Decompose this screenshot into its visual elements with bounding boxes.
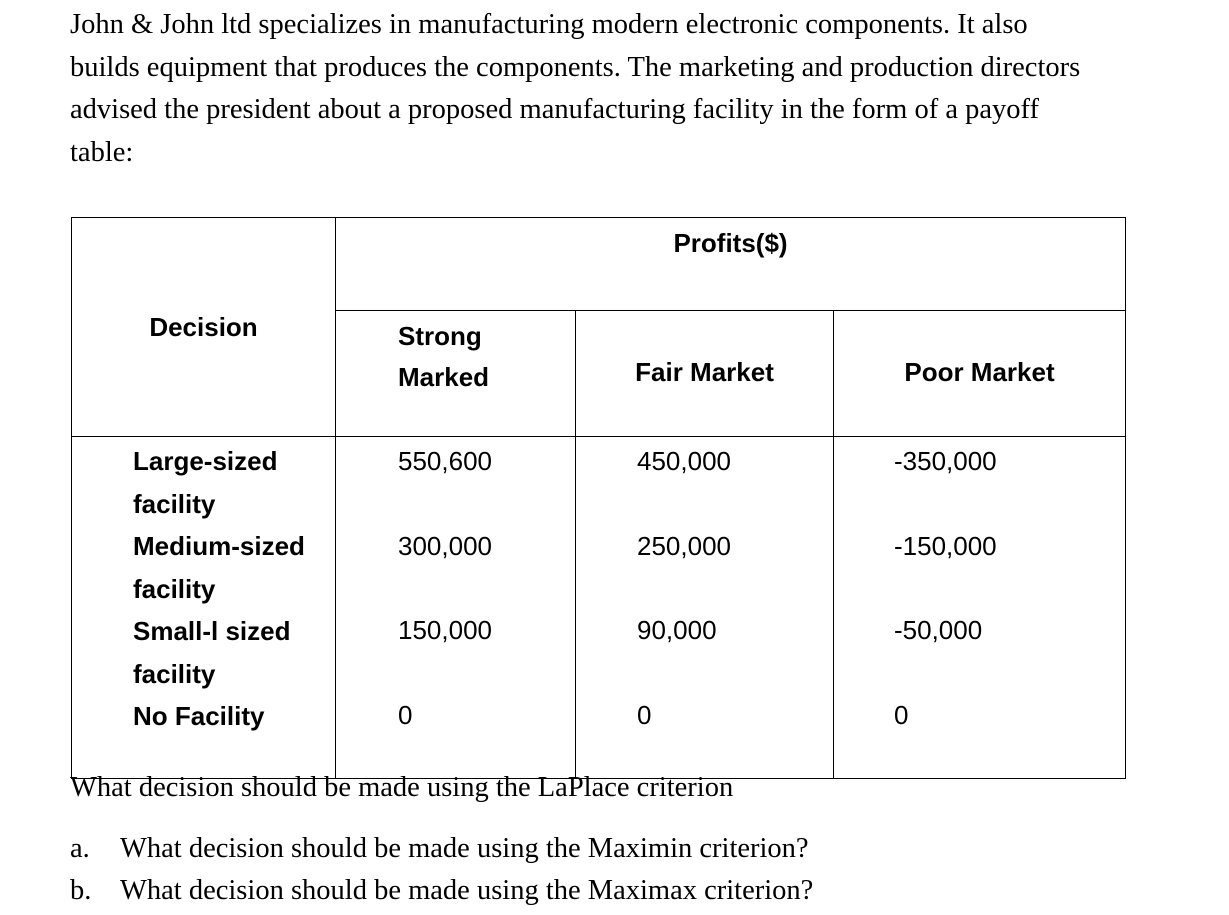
intro-line: advised the president about a proposed manufacturing facility in the form of a payoff xyxy=(70,94,1039,125)
fair-value: 250,000 xyxy=(637,530,731,561)
poor-value: -50,000 xyxy=(894,615,983,645)
fair-value: 0 xyxy=(637,699,652,730)
strong-market-header xyxy=(336,311,576,437)
strong-value: 550,600 xyxy=(398,446,492,476)
strong-market-header-line2: Marked xyxy=(398,362,490,392)
decision-column xyxy=(72,437,336,779)
payoff-table xyxy=(71,217,1126,779)
strong-value: 0 xyxy=(398,699,413,730)
fair-value: 90,000 xyxy=(637,615,717,645)
subquestion-item xyxy=(70,828,813,870)
laplace-question: What decision should be made using the LaPlace criterion xyxy=(70,772,734,803)
subquestion-text: What decision should be made using the Maximax criterion? xyxy=(120,875,814,906)
subquestion-item xyxy=(70,870,813,912)
intro-line: John & John ltd specializes in manufacturing modern electronic components. It also xyxy=(70,9,1028,40)
intro-line: builds equipment that produces the components. The marketing and production directors xyxy=(70,51,1081,83)
poor-market-column xyxy=(834,437,1126,779)
fair-value: 450,000 xyxy=(637,446,731,476)
decision-none: No Facility xyxy=(133,701,265,731)
strong-value: 150,000 xyxy=(398,615,492,645)
decision-small-line1: Small-l sized xyxy=(133,616,291,646)
poor-value: -150,000 xyxy=(894,530,997,561)
decision-small-line2: facility xyxy=(133,658,216,689)
strong-market-column xyxy=(336,437,576,779)
subquestion-marker: a. xyxy=(70,833,90,864)
subquestion-text: What decision should be made using the Maximin criterion? xyxy=(120,833,809,864)
strong-value: 300,000 xyxy=(398,530,492,561)
decision-large-line1: Large-sized xyxy=(133,446,278,476)
subquestion-marker: b. xyxy=(70,875,92,906)
decision-medium-line1: Medium-sized xyxy=(133,531,305,561)
subquestion-list xyxy=(70,828,813,912)
profits-header: Profits($) xyxy=(336,218,1126,311)
poor-value: -350,000 xyxy=(894,446,997,476)
strong-market-header-line1: Strong xyxy=(398,321,482,351)
intro-line: table: xyxy=(70,136,134,168)
fair-market-column xyxy=(576,437,834,779)
intro-paragraph xyxy=(70,4,1225,174)
decision-large-line2: facility xyxy=(133,488,216,519)
decision-header: Decision xyxy=(72,218,336,437)
decision-medium-line2: facility xyxy=(133,573,216,604)
poor-market-header: Poor Market xyxy=(834,311,1126,437)
poor-value: 0 xyxy=(894,699,909,730)
fair-market-header: Fair Market xyxy=(576,311,834,437)
